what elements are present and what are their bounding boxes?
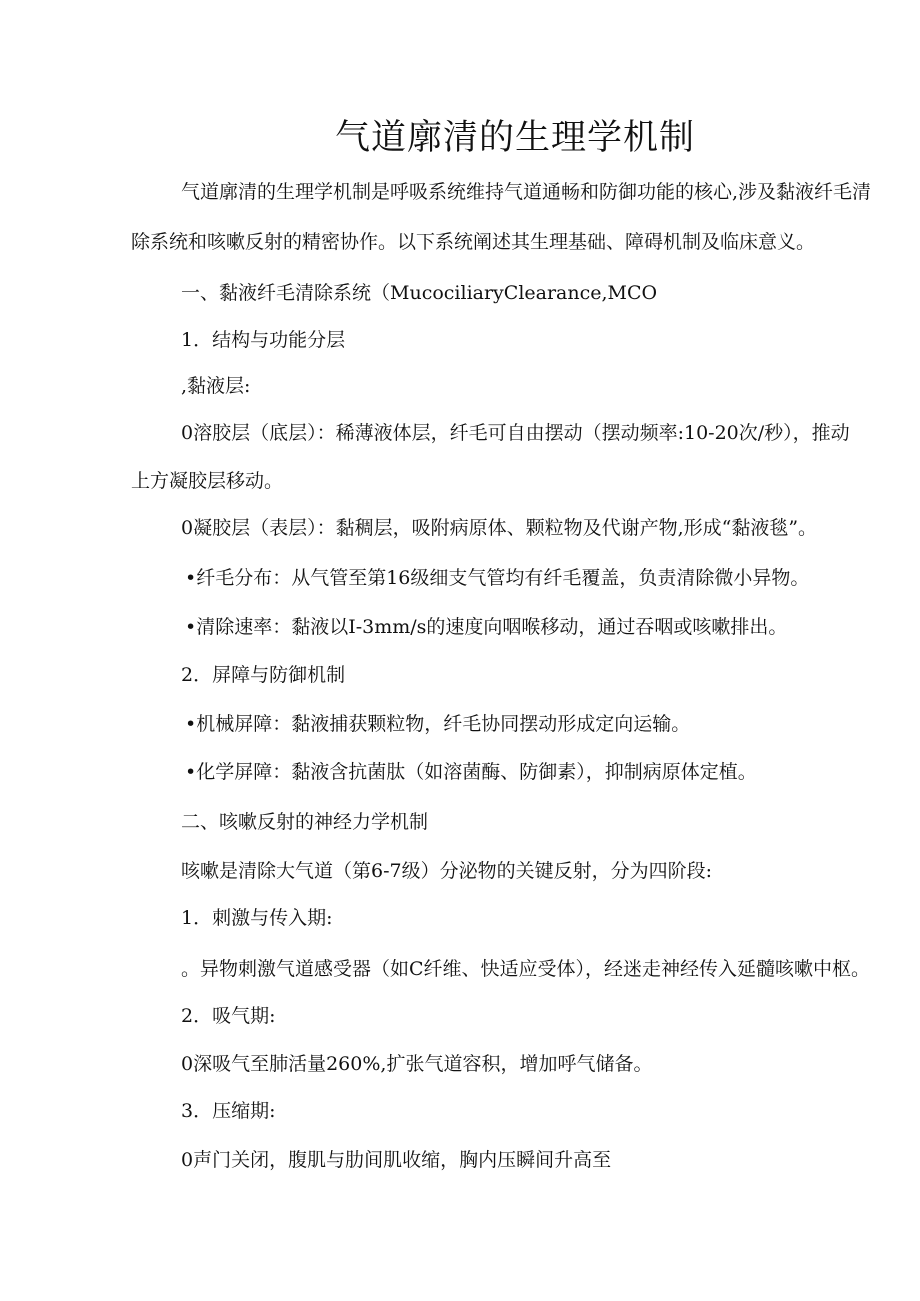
mechanical-barrier-item: •机械屏障：黏液捕获颗粒物，纤毛协同摆动形成定向运输。 — [185, 713, 691, 735]
sol-layer-line-2: 上方凝胶层移动。 — [131, 470, 284, 492]
sol-layer-line-1: 0溶胶层（底层）：稀薄液体层，纤毛可自由摆动（摆动频率:10-20次/秒），推动 — [181, 422, 850, 444]
subheading-1-1: 1．结构与功能分层 — [181, 329, 346, 351]
section-heading-1: 一、黏液纤毛清除系统（MucociliaryClearance,MCO — [181, 282, 658, 304]
paragraph-intro-line-1: 气道廓清的生理学机制是呼吸系统维持气道通畅和防御功能的核心,涉及黏液纤毛清 — [181, 181, 872, 203]
compression-phase-line: 0声门关闭，腹肌与肋间肌收缩，胸内压瞬间升高至 — [181, 1149, 612, 1171]
gel-layer-line: 0凝胶层（表层）：黏稠层，吸附病原体、颗粒物及代谢产物,形成“黏液毯”。 — [181, 517, 818, 539]
subheading-2-2: 2．吸气期: — [181, 1005, 276, 1027]
mucus-layer-label: ,黏液层: — [181, 375, 251, 397]
section-heading-2: 二、咳嗽反射的神经力学机制 — [181, 811, 429, 833]
chemical-barrier-item: •化学屏障：黏液含抗菌肽（如溶菌酶、防御素），抑制病原体定植。 — [185, 761, 757, 783]
clearance-rate-item: •清除速率：黏液以I-3mm/s的速度向咽喉移动，通过吞咽或咳嗽排出。 — [185, 616, 788, 638]
subheading-1-2: 2．屏障与防御机制 — [181, 664, 346, 686]
subheading-2-1: 1．刺激与传入期: — [181, 907, 333, 929]
inspiration-phase-line: 0深吸气至肺活量260%,扩张气道容积，增加呼气储备。 — [181, 1053, 653, 1075]
cilia-distribution-item: •纤毛分布：从气管至第16级细支气管均有纤毛覆盖，负责清除微小异物。 — [185, 567, 810, 589]
cough-intro-line: 咳嗽是清除大气道（第6-7级）分泌物的关键反射，分为四阶段: — [181, 860, 712, 882]
document-title: 气道廓清的生理学机制 — [335, 118, 696, 158]
afferent-phase-line: 。异物刺激气道感受器（如C纤维、快适应受体），经迷走神经传入延髓咳嗽中枢。 — [181, 958, 871, 980]
paragraph-intro-line-2: 除系统和咳嗽反射的精密协作。以下系统阐述其生理基础、障碍机制及临床意义。 — [131, 231, 816, 253]
subheading-2-3: 3．压缩期: — [181, 1100, 276, 1122]
